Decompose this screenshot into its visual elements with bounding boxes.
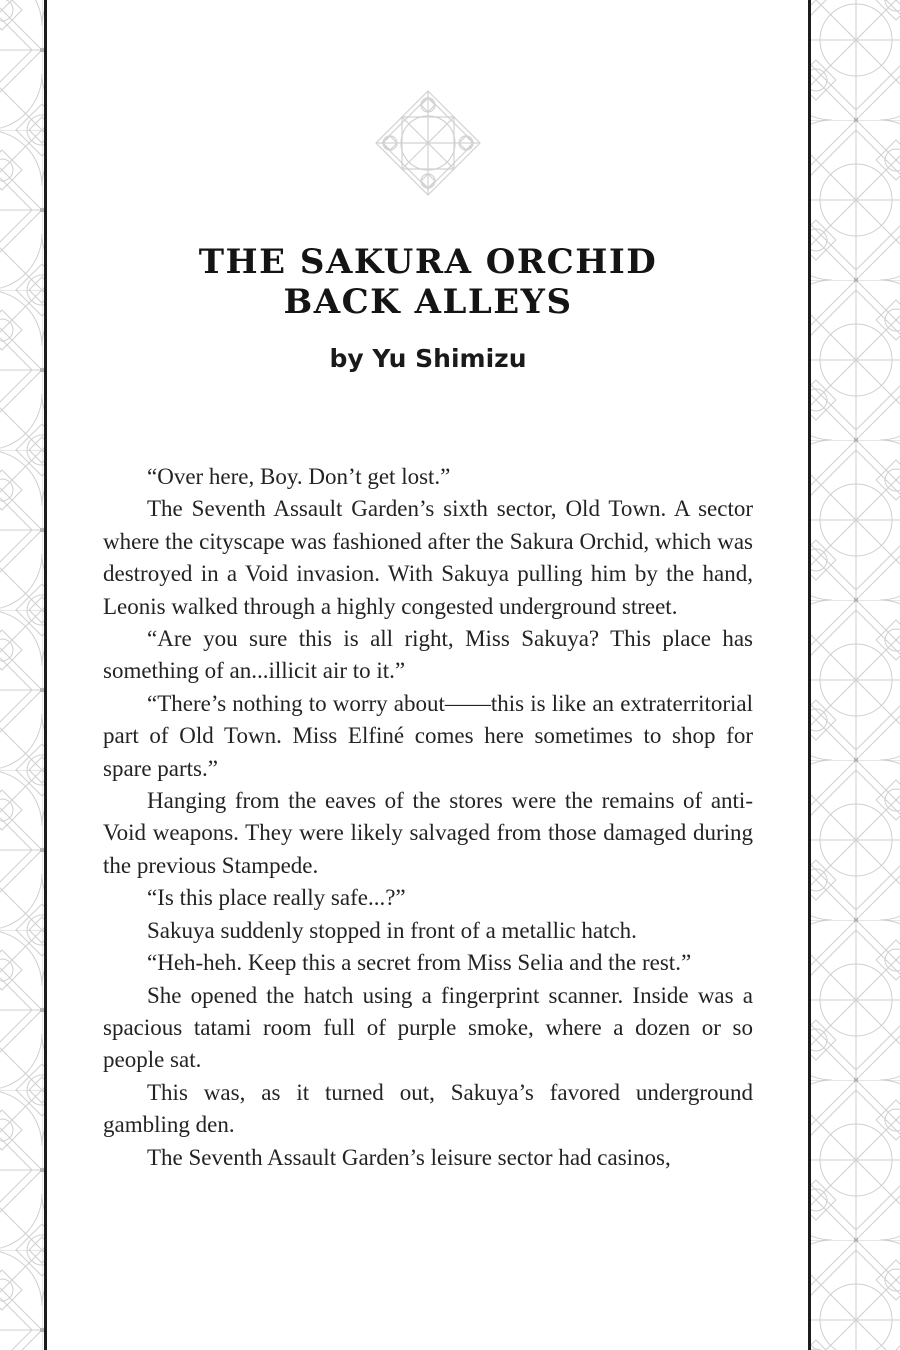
page-content [47, 0, 808, 1350]
paragraph: Hanging from the eaves of the stores were the remains of anti-Void weapons. They were likely salvaged from those damaged during the previous Stampede. [103, 788, 753, 878]
paragraph: “Over here, Boy. Don’t get lost.” [147, 464, 451, 489]
paragraph: She opened the hatch using a fingerprint scanner. Inside was a spacious tatami room full of purple smoke, where a dozen or so people sat. [103, 982, 753, 1073]
byline: by Yu Shimizu [329, 344, 527, 373]
paragraph: “Are you sure this is all right, Miss Sakuya? This place has something of an...illicit air to it.” [103, 626, 753, 684]
paragraph: “Is this place really safe...?” [147, 885, 406, 911]
paragraph: Sakuya suddenly stopped in front of a metallic hatch. [147, 917, 637, 943]
chapter-title-line2: BACK ALLEYS [283, 282, 573, 322]
paragraph: “There’s nothing to worry about——this is like an extraterritorial part of Old Town. Miss Elfiné comes here sometimes to shop for spare parts.” [103, 690, 753, 781]
paragraph: The Seventh Assault Garden’s sixth sector, Old Town. A sector where the cityscape was fashioned after the Sakura Orchid, which was destroyed in a Void invasion. With Sakuya pulling him by the hand, Leonis walked through a highly congested underground street. [103, 496, 753, 619]
story-text [103, 461, 753, 1174]
paragraph: The Seventh Assault Garden’s leisure sector had casinos, [147, 1144, 671, 1170]
right-border-pattern-icon [811, 0, 900, 1350]
paragraph: This was, as it turned out, Sakuya’s favored underground gambling den. [103, 1079, 753, 1138]
chapter-title-line1: THE SAKURA ORCHID [198, 242, 658, 282]
left-border-pattern-icon [0, 0, 44, 1350]
diamond-ornament-icon [373, 88, 483, 198]
chapter-title [103, 242, 753, 322]
paragraph: “Heh-heh. Keep this a secret from Miss Selia and the rest.” [147, 950, 692, 976]
